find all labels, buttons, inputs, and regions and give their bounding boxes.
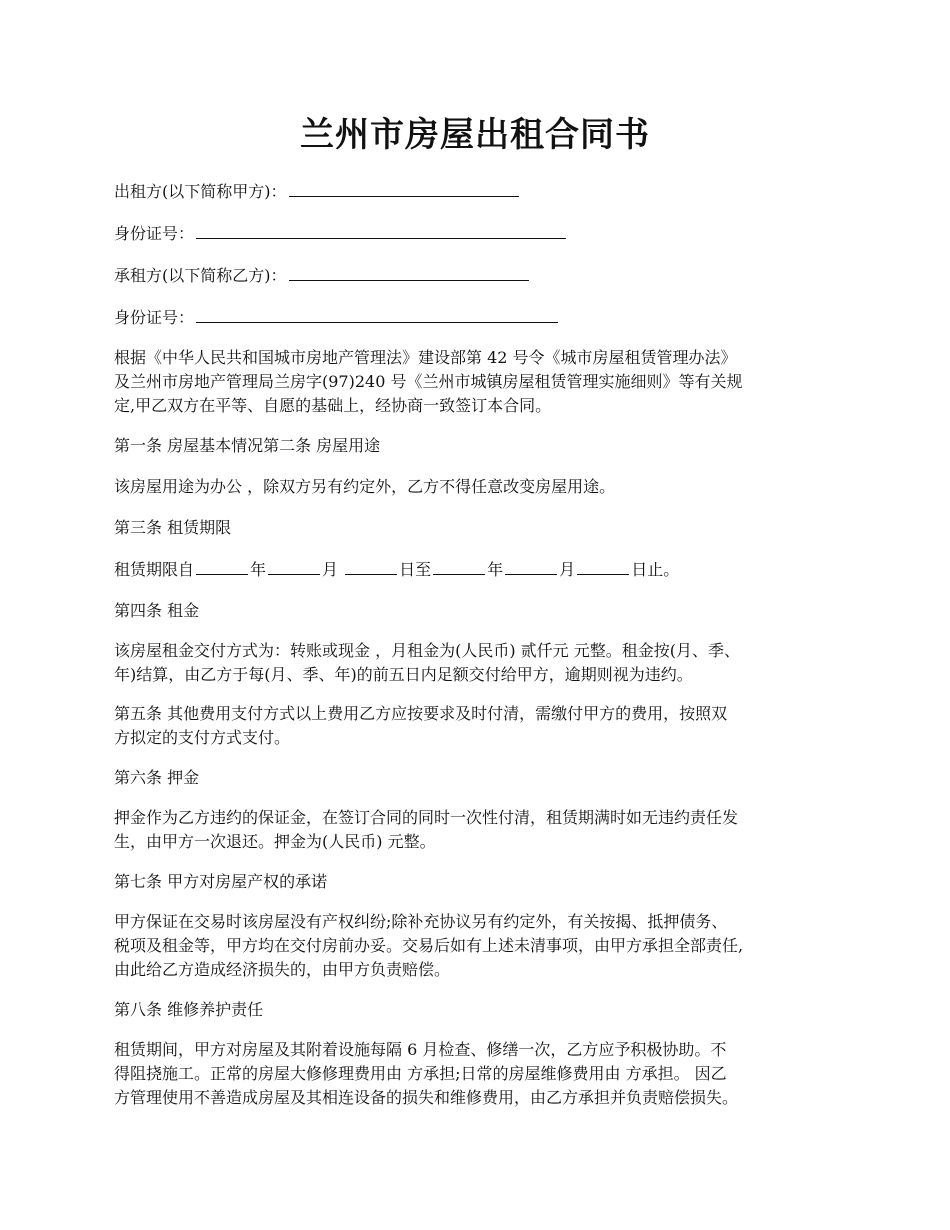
lessor-id-field xyxy=(114,220,854,247)
maintenance-line: 得阻挠施工。正常的房屋大修修理费用由 方承担;日常的房屋维修费用由 方承担。 因乙 xyxy=(114,1064,727,1083)
term-blank xyxy=(505,556,557,575)
term-blank xyxy=(345,556,397,575)
lessee-id-blank xyxy=(196,304,558,323)
term-prefix: 租赁期限自 xyxy=(114,560,195,579)
term-blank xyxy=(577,556,629,575)
lessor-blank xyxy=(289,178,519,197)
rent-line: 该房屋租金交付方式为：转账或现金 ，月租金为(人民币) 贰仟元 元整。租金按(月、季、 xyxy=(114,641,740,660)
lessee-id-field xyxy=(114,304,854,331)
article-8-heading: 第八条 维修养护责任 xyxy=(114,1000,264,1019)
term-month-2: 月 xyxy=(559,560,576,579)
promise-line: 由此给乙方造成经济损失的，由甲方负责赔偿。 xyxy=(114,960,451,979)
promise-paragraph xyxy=(114,910,854,982)
promise-line: 税项及租金等，甲方均在交付房前办妥。交易后如有上述未清事项，由甲方承担全部责任, xyxy=(114,936,744,955)
maintenance-line: 租赁期间，甲方对房屋及其附着设施每隔 6 月检查、修缮一次，乙方应予积极协助。不 xyxy=(114,1040,727,1059)
lessee-id-label: 身份证号： xyxy=(114,308,195,327)
usage-paragraph: 该房屋用途为办公 ，除双方另有约定外，乙方不得任意改变房屋用途。 xyxy=(114,477,616,496)
intro-line: 定,甲乙双方在平等、自愿的基础上，经协商一致签订本合同。 xyxy=(114,396,552,415)
article-3-heading: 第三条 租赁期限 xyxy=(114,518,232,537)
term-year-1: 年 xyxy=(250,560,267,579)
lessee-field xyxy=(114,262,854,289)
intro-paragraph xyxy=(114,346,854,418)
term-paragraph xyxy=(114,556,854,583)
article-5-paragraph xyxy=(114,702,854,750)
article-7-heading: 第七条 甲方对房屋产权的承诺 xyxy=(114,872,328,891)
term-day-to: 日至 xyxy=(399,560,432,579)
term-month-1: 月 xyxy=(322,560,339,579)
article-4-heading: 第四条 租金 xyxy=(114,601,200,620)
maintenance-line: 方管理使用不善造成房屋及其相连设备的损失和维修费用，由乙方承担并负责赔偿损失。 xyxy=(114,1088,739,1107)
lessor-id-blank xyxy=(196,220,566,239)
article-5-line: 第五条 其他费用支付方式以上费用乙方应按要求及时付清，需缴付甲方的费用，按照双 xyxy=(114,704,728,723)
promise-line: 甲方保证在交易时该房屋没有产权纠纷;除补充协议另有约定外，有关按揭、抵押债务、 xyxy=(114,912,728,931)
lessee-blank xyxy=(289,262,529,281)
article-1-2-heading: 第一条 房屋基本情况第二条 房屋用途 xyxy=(114,436,381,455)
lessee-label: 承租方(以下简称乙方)： xyxy=(114,266,287,285)
term-blank xyxy=(268,556,320,575)
term-blank xyxy=(196,556,248,575)
article-6-heading: 第六条 押金 xyxy=(114,768,200,787)
intro-line: 根据《中华人民共和国城市房地产管理法》建设部第 42 号令《城市房屋租赁管理办法》 xyxy=(114,348,737,367)
lessor-id-label: 身份证号： xyxy=(114,224,195,243)
rent-paragraph xyxy=(114,639,854,687)
deposit-paragraph xyxy=(114,806,854,854)
rent-line: 年)结算，由乙方于每(月、季、年)的前五日内足额交付给甲方，逾期则视为违约。 xyxy=(114,665,693,684)
document-title: 兰州市房屋出租合同书 xyxy=(300,115,650,155)
lessor-label: 出租方(以下简称甲方)： xyxy=(114,182,287,201)
lessor-field xyxy=(114,178,854,205)
maintenance-paragraph xyxy=(114,1038,854,1110)
term-blank xyxy=(433,556,485,575)
term-year-2: 年 xyxy=(487,560,504,579)
article-5-line: 方拟定的支付方式支付。 xyxy=(114,728,291,747)
document-body xyxy=(114,178,854,1125)
intro-line: 及兰州市房地产管理局兰房字(97)240 号《兰州市城镇房屋租赁管理实施细则》等有关规 xyxy=(114,372,743,391)
deposit-line: 押金作为乙方违约的保证金，在签订合同的同时一次性付清，租赁期满时如无违约责任发 xyxy=(114,808,739,827)
deposit-line: 生，由甲方一次退还。押金为(人民币) 元整。 xyxy=(114,832,436,851)
term-suffix: 日止。 xyxy=(631,560,680,579)
